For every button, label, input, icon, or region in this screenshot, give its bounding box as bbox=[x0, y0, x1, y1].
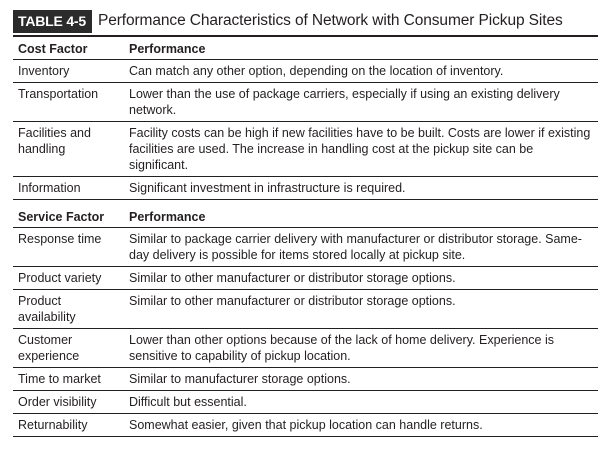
performance-cell: Difficult but essential. bbox=[124, 391, 598, 414]
performance-cell: Similar to other manufacturer or distributor storage options. bbox=[124, 267, 598, 290]
factor-cell: Transportation bbox=[13, 83, 124, 122]
factor-cell: Customer experience bbox=[13, 329, 124, 368]
factor-cell: Inventory bbox=[13, 60, 124, 83]
performance-cell: Facility costs can be high if new facilities have to be built. Costs are lower if existing facilities are used. The increase in handling cost at the pickup site can be significant. bbox=[124, 122, 598, 177]
performance-cell: Lower than the use of package carriers, especially if using an existing delivery network. bbox=[124, 83, 598, 122]
performance-table bbox=[13, 35, 598, 437]
factor-cell: Response time bbox=[13, 228, 124, 267]
table-row bbox=[13, 267, 598, 290]
column-header-performance: Performance bbox=[124, 200, 598, 228]
factor-cell: Product availability bbox=[13, 290, 124, 329]
table-row bbox=[13, 414, 598, 437]
table-row bbox=[13, 329, 598, 368]
factor-cell: Facilities and handling bbox=[13, 122, 124, 177]
performance-cell: Similar to package carrier delivery with manufacturer or distributor storage. Same-day delivery is possible for items stored locally at pickup site. bbox=[124, 228, 598, 267]
performance-cell: Significant investment in infrastructure is required. bbox=[124, 177, 598, 200]
factor-cell: Information bbox=[13, 177, 124, 200]
performance-cell: Can match any other option, depending on the location of inventory. bbox=[124, 60, 598, 83]
table-title: Performance Characteristics of Network with Consumer Pickup Sites bbox=[97, 12, 563, 29]
column-header-performance: Performance bbox=[124, 36, 598, 60]
table-row bbox=[13, 122, 598, 177]
factor-cell: Time to market bbox=[13, 368, 124, 391]
column-header-factor: Cost Factor bbox=[13, 36, 124, 60]
performance-cell: Similar to manufacturer storage options. bbox=[124, 368, 598, 391]
performance-cell: Somewhat easier, given that pickup location can handle returns. bbox=[124, 414, 598, 437]
factor-cell: Product variety bbox=[13, 267, 124, 290]
table-row bbox=[13, 368, 598, 391]
performance-cell: Lower than other options because of the lack of home delivery. Experience is sensitive to capability of pickup location. bbox=[124, 329, 598, 368]
column-header-factor: Service Factor bbox=[13, 200, 124, 228]
table-figure bbox=[13, 9, 598, 437]
section-header-cost bbox=[13, 36, 598, 60]
table-number-badge: TABLE 4-5 bbox=[13, 10, 92, 33]
table-row bbox=[13, 177, 598, 200]
table-row bbox=[13, 290, 598, 329]
table-row bbox=[13, 391, 598, 414]
table-row bbox=[13, 60, 598, 83]
table-caption bbox=[13, 9, 598, 33]
factor-cell: Order visibility bbox=[13, 391, 124, 414]
factor-cell: Returnability bbox=[13, 414, 124, 437]
performance-cell: Similar to other manufacturer or distributor storage options. bbox=[124, 290, 598, 329]
table-row bbox=[13, 228, 598, 267]
table-row bbox=[13, 83, 598, 122]
section-header-service bbox=[13, 200, 598, 228]
